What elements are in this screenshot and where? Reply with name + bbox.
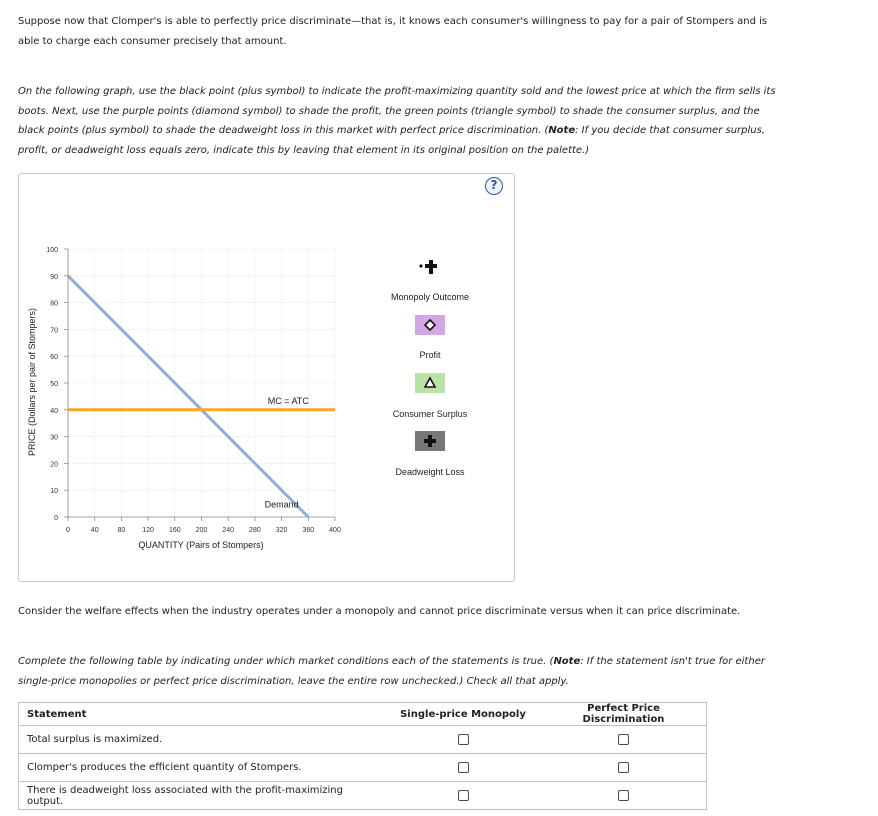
triangle-icon [415, 373, 445, 393]
y-tick-label: 0 [54, 515, 58, 522]
single-price-checkbox[interactable] [458, 734, 469, 745]
note-label: Note [548, 125, 576, 136]
y-tick-label: 30 [50, 434, 58, 442]
x-tick-label: 400 [329, 527, 341, 534]
consumer-surplus-tool[interactable] [415, 373, 445, 393]
table-instructions-line-1: Complete the following table by indicating under which market conditions each of the statements is true. (Note: If the statement isn't true for either [18, 656, 765, 667]
mc-atc-label: MC = ATC [267, 395, 309, 406]
y-tick-label: 20 [50, 461, 58, 469]
statement-text: Clomper's produces the efficient quantity of Stompers. [19, 754, 386, 782]
profit-label: Profit [419, 350, 441, 360]
x-tick-label: 40 [90, 527, 99, 534]
demand-label: Demand [264, 499, 299, 510]
plus-icon [415, 431, 445, 451]
y-tick-label: 70 [50, 327, 58, 335]
x-tick-label: 280 [249, 527, 261, 534]
x-tick-label: 320 [275, 527, 288, 534]
x-tick-label: 0 [66, 527, 70, 534]
statement-text: Total surplus is maximized. [19, 726, 386, 754]
table-row [19, 782, 707, 810]
intro-line-1: Suppose now that Clomper's is able to perfectly price discriminate—that is, it knows each consumer's willingness to pay for a pair of Stompers and is [18, 16, 768, 27]
table-row [19, 726, 707, 754]
point-dot-icon [419, 264, 422, 267]
intro-line-2: able to charge each consumer precisely that amount. [18, 35, 287, 47]
plus-icon [425, 260, 437, 274]
table-header-row [19, 703, 707, 726]
graph-instructions [18, 82, 858, 160]
help-icon[interactable]: ? [485, 177, 503, 195]
instructions-line-3: black points (plus symbol) to shade the deadweight loss in this market with perfect price discrimination. (Note: If you decide that consumer surplus, [18, 125, 766, 136]
y-axis-label: PRICE (Dollars per pair of Stompers) [27, 307, 37, 457]
instructions-line-2: boots. Next, use the purple points (diamond symbol) to shade the profit, the green points (triangle symbol) to shade the consumer surplus, and the [18, 105, 760, 117]
table-row [19, 754, 707, 782]
header-statement: Statement [19, 703, 386, 726]
single-price-checkbox[interactable] [458, 790, 469, 801]
x-tick-label: 80 [117, 527, 126, 534]
x-tick-label: 240 [222, 527, 235, 534]
profit-tool[interactable] [415, 315, 445, 335]
y-tick-label: 50 [50, 381, 58, 388]
monopoly-outcome-label: Monopoly Outcome [390, 292, 470, 302]
deadweight-loss-tool[interactable] [415, 431, 445, 451]
x-tick-label: 120 [142, 527, 154, 534]
header-single-price-monopoly: Single-price Monopoly [385, 703, 541, 726]
deadweight-loss-label: Deadweight Loss [395, 467, 465, 477]
note-label: Note [553, 656, 581, 667]
y-tick-label: 90 [50, 273, 58, 281]
header-perfect-price-discrimination: Perfect Price Discrimination [541, 703, 707, 726]
x-tick-label: 200 [195, 527, 208, 534]
perfect-discrimination-checkbox[interactable] [618, 734, 629, 745]
consumer-surplus-label: Consumer Surplus [392, 409, 468, 419]
x-axis-label: QUANTITY (Pairs of Stompers) [138, 540, 264, 550]
diamond-icon [415, 315, 445, 335]
table-instructions [18, 652, 858, 691]
y-tick-label: 60 [50, 354, 58, 362]
perfect-discrimination-checkbox[interactable] [618, 762, 629, 773]
y-tick-label: 10 [50, 488, 58, 496]
welfare-text: Consider the welfare effects when the industry operates under a monopoly and cannot price discriminate versus when it can price discriminate. [18, 606, 741, 617]
graph-canvas[interactable] [18, 235, 368, 560]
x-tick-label: 360 [302, 527, 315, 534]
monopoly-outcome-tool[interactable] [417, 258, 441, 280]
y-tick-label: 80 [50, 300, 58, 308]
x-tick-label: 160 [168, 527, 181, 534]
perfect-discrimination-checkbox[interactable] [618, 790, 629, 801]
y-tick-label: 100 [46, 247, 58, 254]
table-instructions-line-2: single-price monopolies or perfect price discrimination, leave the entire row unchecked.) Check all that apply. [18, 675, 569, 687]
statements-table [18, 702, 707, 810]
statement-text: There is deadweight loss associated with the profit-maximizing output. [19, 782, 386, 810]
instructions-line-1: On the following graph, use the black point (plus symbol) to indicate the profit-maximizing quantity sold and the lowest price at which the firm sells its [18, 86, 776, 97]
single-price-checkbox[interactable] [458, 762, 469, 773]
intro-paragraph [18, 12, 858, 51]
y-tick-label: 40 [50, 407, 58, 415]
instructions-line-4: profit, or deadweight loss equals zero, indicate this by leaving that element in its original position on the palette.) [18, 144, 590, 156]
